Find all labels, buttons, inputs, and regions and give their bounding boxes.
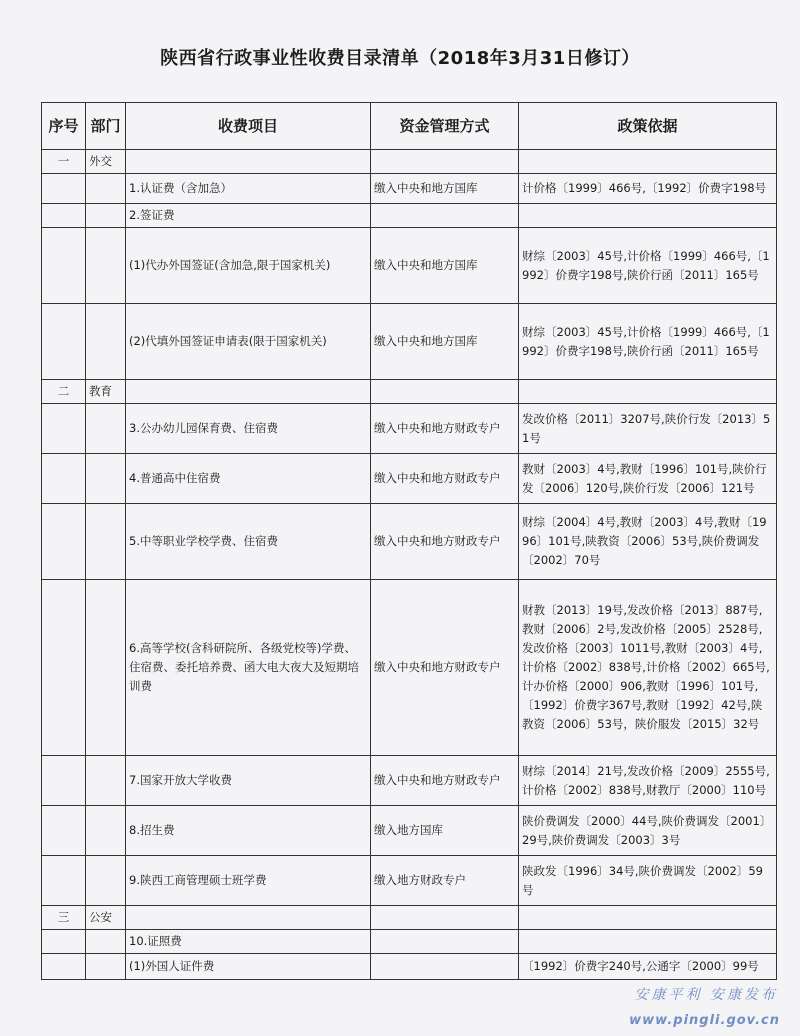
row-dept: 教育 <box>86 380 126 404</box>
table-row <box>42 304 777 380</box>
table-row <box>42 204 777 228</box>
row-item: (1)代办外国签证(含加急,限于国家机关) <box>126 228 371 304</box>
row-item: 5.中等职业学校学费、住宿费 <box>126 504 371 580</box>
row-fund: 缴入中央和地方财政专户 <box>371 404 519 454</box>
document-title: 陕西省行政事业性收费目录清单（2018年3月31日修订） <box>160 48 640 69</box>
row-basis: 发改价格〔2011〕3207号,陕价行发〔2013〕51号 <box>519 404 777 454</box>
table-row <box>42 954 777 980</box>
row-item: 8.招生费 <box>126 806 371 856</box>
row-fund <box>371 930 519 954</box>
header-dept: 部门 <box>86 103 126 150</box>
row-fund: 缴入地方财政专户 <box>371 856 519 906</box>
row-item: 4.普通高中住宿费 <box>126 454 371 504</box>
row-dept: 公安 <box>86 906 126 930</box>
table-row <box>42 404 777 454</box>
row-fund: 缴入地方国库 <box>371 806 519 856</box>
section-row <box>42 380 777 404</box>
row-fund: 缴入中央和地方国库 <box>371 228 519 304</box>
row-basis: 财教〔2013〕19号,发改价格〔2013〕887号,教财〔2006〕2号,发改价格〔2005〕2528号,发改价格〔2003〕1011号,教财〔2003〕4号,计价格〔2002〕838号,计价格〔2002〕665号,计办价格〔2000〕906,教财〔1996〕101号,〔1992〕价费字367号,教财〔1992〕42号,陕教资〔2006〕53号，陕价服发〔2015〕32号 <box>519 580 777 756</box>
row-fund <box>371 954 519 980</box>
row-no: 一 <box>42 150 86 174</box>
row-fund: 缴入中央和地方财政专户 <box>371 504 519 580</box>
watermark-text: 安康平利 安康发布 <box>634 987 778 1003</box>
row-basis: 〔1992〕价费字240号,公通字〔2000〕99号 <box>519 954 777 980</box>
row-item: 7.国家开放大学收费 <box>126 756 371 806</box>
row-item: 10.证照费 <box>126 930 371 954</box>
row-basis: 教财〔2003〕4号,教财〔1996〕101号,陕价行发〔2006〕120号,陕价行发〔2006〕121号 <box>519 454 777 504</box>
header-item: 收费项目 <box>126 103 371 150</box>
table-header-row <box>42 103 777 150</box>
table-row <box>42 580 777 756</box>
row-basis <box>519 204 777 228</box>
row-no: 三 <box>42 906 86 930</box>
row-item: 9.陕西工商管理硕士班学费 <box>126 856 371 906</box>
row-fund <box>371 204 519 228</box>
row-no: 二 <box>42 380 86 404</box>
row-fund: 缴入中央和地方财政专户 <box>371 580 519 756</box>
section-row <box>42 150 777 174</box>
table-row <box>42 806 777 856</box>
row-item: (2)代填外国签证申请表(限于国家机关) <box>126 304 371 380</box>
row-item: 3.公办幼儿园保育费、住宿费 <box>126 404 371 454</box>
header-basis: 政策依据 <box>519 103 777 150</box>
row-basis: 陕政发〔1996〕34号,陕价费调发〔2002〕59号 <box>519 856 777 906</box>
row-fund: 缴入中央和地方国库 <box>371 174 519 204</box>
header-no: 序号 <box>42 103 86 150</box>
row-item: (1)外国人证件费 <box>126 954 371 980</box>
table-row <box>42 228 777 304</box>
row-fund: 缴入中央和地方国库 <box>371 304 519 380</box>
table-row <box>42 930 777 954</box>
row-basis: 财综〔2003〕45号,计价格〔1999〕466号,〔1992〕价费字198号,陕价行函〔2011〕165号 <box>519 228 777 304</box>
row-fund: 缴入中央和地方财政专户 <box>371 756 519 806</box>
row-dept: 外交 <box>86 150 126 174</box>
fee-table <box>41 102 777 980</box>
watermark-url: www.pingli.gov.cn <box>629 1013 780 1028</box>
row-item: 1.认证费（含加急） <box>126 174 371 204</box>
table-row <box>42 454 777 504</box>
header-fund: 资金管理方式 <box>371 103 519 150</box>
row-basis: 财综〔2004〕4号,教财〔2003〕4号,教财〔1996〕101号,陕教资〔2006〕53号,陕价费调发〔2002〕70号 <box>519 504 777 580</box>
section-row <box>42 906 777 930</box>
row-basis <box>519 930 777 954</box>
table-row <box>42 174 777 204</box>
row-item: 6.高等学校(含科研院所、各级党校等)学费、住宿费、委托培养费、函大电大夜大及短期培训费 <box>126 580 371 756</box>
table-row <box>42 856 777 906</box>
table-row <box>42 756 777 806</box>
row-basis: 计价格〔1999〕466号,〔1992〕价费字198号 <box>519 174 777 204</box>
row-basis: 陕价费调发〔2000〕44号,陕价费调发〔2001〕29号,陕价费调发〔2003〕3号 <box>519 806 777 856</box>
row-basis: 财综〔2003〕45号,计价格〔1999〕466号,〔1992〕价费字198号,陕价行函〔2011〕165号 <box>519 304 777 380</box>
table-row <box>42 504 777 580</box>
row-item: 2.签证费 <box>126 204 371 228</box>
row-basis: 财综〔2014〕21号,发改价格〔2009〕2555号,计价格〔2002〕838号,财教厅〔2000〕110号 <box>519 756 777 806</box>
row-fund: 缴入中央和地方财政专户 <box>371 454 519 504</box>
